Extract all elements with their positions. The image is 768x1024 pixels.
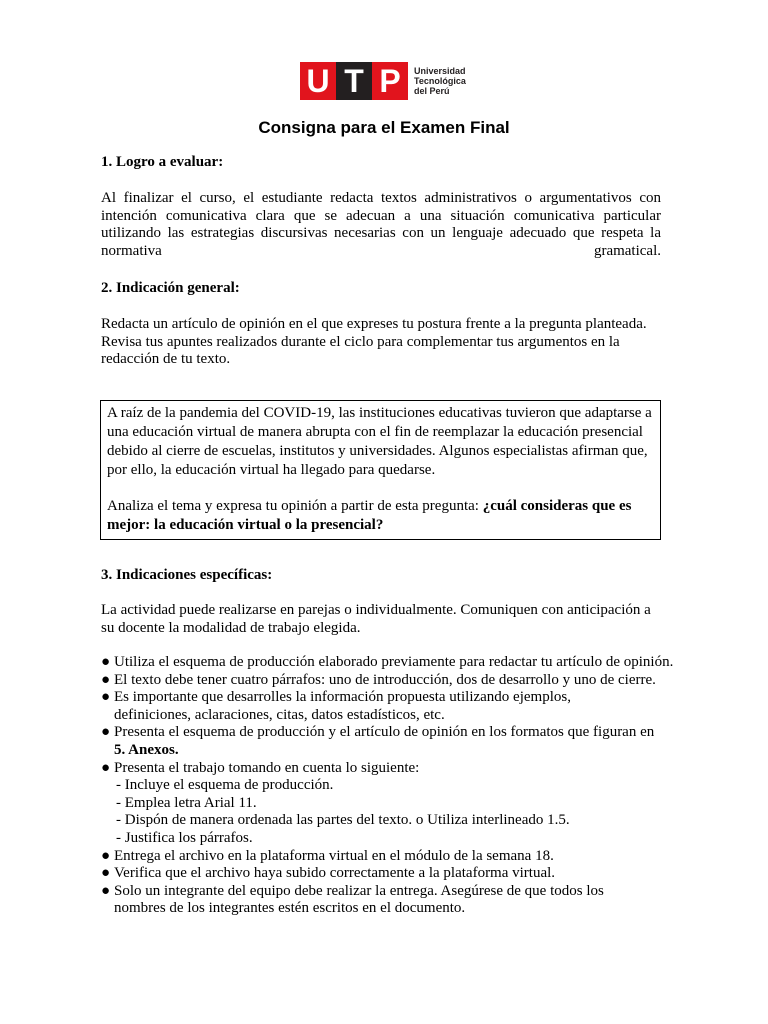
sub-list-item: - Emplea letra Arial 11.	[116, 794, 257, 811]
prompt-context: A raíz de la pandemia del COVID-19, las instituciones educativas tuvieron que adaptarse a una educación virtual de manera abrupta con el fin de reemplazar la educación presencial debido al cierre de escuelas, institutos y universidades. Algunos especialistas afirman que, por ello, la educación virtual ha llegado para quedarse.	[107, 405, 652, 478]
prompt-box	[100, 400, 661, 540]
prompt-question: ¿cuál consideras que es mejor: la educación virtual o la presencial?	[107, 498, 632, 533]
bullet-icon: ●	[101, 847, 111, 864]
logo-letter-t: T	[336, 62, 372, 100]
logo-letter-p: P	[372, 62, 408, 100]
section-2-heading: 2. Indicación general:	[101, 280, 240, 296]
list-item: ● Verifica que el archivo haya subido correctamente a la plataforma virtual.	[101, 865, 556, 882]
instructions-list	[101, 654, 681, 918]
logo-university-name	[414, 66, 466, 96]
section-1-heading: 1. Logro a evaluar:	[101, 154, 224, 170]
bullet-icon: ●	[101, 671, 111, 688]
list-item: ● Entrega el archivo en la plataforma virtual en el módulo de la semana 18.	[101, 847, 554, 864]
list-item: ● Es importante que desarrolles la información propuesta utilizando ejemplos, definiciones, aclaraciones, citas, datos estadísticos, etc.	[101, 689, 571, 723]
list-item: ● Presenta el trabajo tomando en cuenta lo siguiente:	[101, 759, 420, 776]
bullet-icon: ●	[101, 865, 111, 882]
section-2-text: Redacta un artículo de opinión en el que expreses tu postura frente a la pregunta planteada. Revisa tus apuntes realizados durante el ciclo para complementar tus argumentos en la redacción de tu texto.	[101, 316, 647, 367]
list-item: ● Solo un integrante del equipo debe realizar la entrega. Asegúrese de que todos los nombres de los integrantes estén escritos en el documento.	[101, 882, 604, 917]
list-item: ● Presenta el esquema de producción y el artículo de opinión en los formatos que figuran en 5. Anexos.	[101, 724, 655, 758]
page-title: Consigna para el Examen Final	[258, 118, 510, 137]
section-3-heading: 3. Indicaciones específicas:	[101, 567, 273, 583]
prompt-question-intro: Analiza el tema y expresa tu opinión a partir de esta pregunta:	[107, 498, 483, 514]
bullet-icon: ●	[101, 654, 111, 670]
section-3-text: La actividad puede realizarse en parejas o individualmente. Comuniquen con anticipación a su docente la modalidad de trabajo elegida.	[101, 602, 651, 636]
bullet-icon: ●	[101, 724, 111, 741]
prompt-question-paragraph	[107, 497, 654, 535]
utp-logo	[300, 62, 466, 100]
list-item: ● El texto debe tener cuatro párrafos: uno de introducción, dos de desarrollo y uno de cierre.	[101, 671, 656, 688]
sub-list-item: - Dispón de manera ordenada las partes del texto. o Utiliza interlineado 1.5.	[116, 812, 570, 829]
annexes-reference: 5. Anexos.	[114, 741, 179, 758]
bullet-icon: ●	[101, 689, 111, 706]
logo-line-3: del Perú	[414, 86, 450, 96]
logo-letter-u: U	[300, 62, 336, 100]
logo-line-2: Tecnológica	[414, 76, 466, 86]
sub-list-item: - Incluye el esquema de producción.	[116, 777, 334, 794]
utp-logo-mark	[300, 62, 408, 100]
list-item: ● Utiliza el esquema de producción elaborado previamente para redactar tu artículo de opinión.	[101, 654, 674, 670]
bullet-icon: ●	[101, 882, 111, 899]
logo-line-1: Universidad	[414, 66, 466, 76]
section-1-text: Al finalizar el curso, el estudiante redacta textos administrativos o argumentativos con intención comunicativa clara que se adecuan a una situación comunicativa particular utilizando las estrategias discursivas necesarias con un lenguaje adecuado que respeta la normativa gramatical.	[101, 190, 661, 259]
sub-list-item: - Justifica los párrafos.	[116, 829, 253, 846]
bullet-icon: ●	[101, 759, 111, 776]
